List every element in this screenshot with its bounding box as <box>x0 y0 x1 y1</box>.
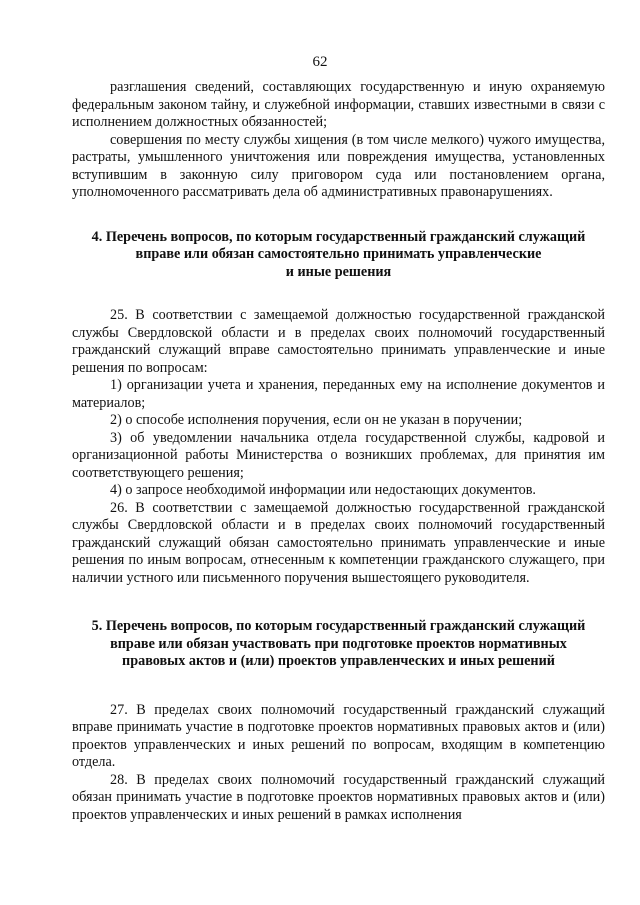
paragraph-25: 25. В соответствии с замещаемой должностью государственной гражданской службы Свердловской области и в пределах своих полномочий государственный гражданский служащий вправе самостоятельно принимать управленческие и иные решения по вопросам: <box>72 307 605 376</box>
page-number: 62 <box>312 54 328 70</box>
list-item-4: 4) о запросе необходимой информации или недостающих документов. <box>110 482 536 498</box>
paragraph-disclosure: разглашения сведений, составляющих государственную и иную охраняемую федеральным законом тайну, и служебной информации, ставших известными в связи с исполнением должностных обязанностей; <box>72 79 605 130</box>
list-item-1: 1) организации учета и хранения, переданных ему на исполнение документов и материалов; <box>72 377 605 411</box>
heading-line: 5. Перечень вопросов, по которым государственный гражданский служащий <box>91 618 586 634</box>
list-item-2: 2) о способе исполнения поручения, если он не указан в поручении; <box>110 412 523 428</box>
section-heading-5 <box>72 618 605 671</box>
heading-line: вправе или обязан самостоятельно принимать управленческие <box>135 246 542 262</box>
paragraph-26: 26. В соответствии с замещаемой должностью государственной гражданской службы Свердловской области и в пределах своих полномочий государственный гражданский служащий обязан самостоятельно принимать управленческие и иные решения по иным вопросам, отнесенным к компетенции гражданского служащего, при наличии устного или письменного поручения вышестоящего руководителя. <box>72 499 605 586</box>
heading-line: 4. Перечень вопросов, по которым государственный гражданский служащий <box>91 228 586 245</box>
heading-line: правовых актов и (или) проектов управленческих и иных решений <box>122 653 555 669</box>
paragraph-28: 28. В пределах своих полномочий государственный гражданский служащий обязан принимать участие в подготовке проектов нормативных правовых актов и (или) проектов управленческих и иных решений в рамках исполнения <box>72 771 605 823</box>
paragraph-theft: совершения по месту службы хищения (в том числе мелкого) чужого имущества, растраты, умышленного уничтожения или повреждения имущества, установленных вступившим в законную силу приговором суда или постановлением органа, уполномоченного рассматривать дела об административных правонарушениях. <box>72 131 605 200</box>
list-item-3: 3) об уведомлении начальника отдела государственной службы, кадровой и организационной работы Министерства о возникших проблемах, для принятия им соответствующего решения; <box>72 429 605 481</box>
page-content <box>72 79 605 824</box>
heading-line: и иные решения <box>285 263 392 280</box>
paragraph-27: 27. В пределах своих полномочий государственный гражданский служащий вправе принимать участие в подготовке проектов нормативных правовых актов и (или) проектов управленческих и иных решений по вопросам, входящим в компетенцию отдела. <box>72 701 605 770</box>
section-heading-4 <box>72 229 605 282</box>
heading-line: вправе или обязан участвовать при подготовке проектов нормативных <box>110 635 567 652</box>
